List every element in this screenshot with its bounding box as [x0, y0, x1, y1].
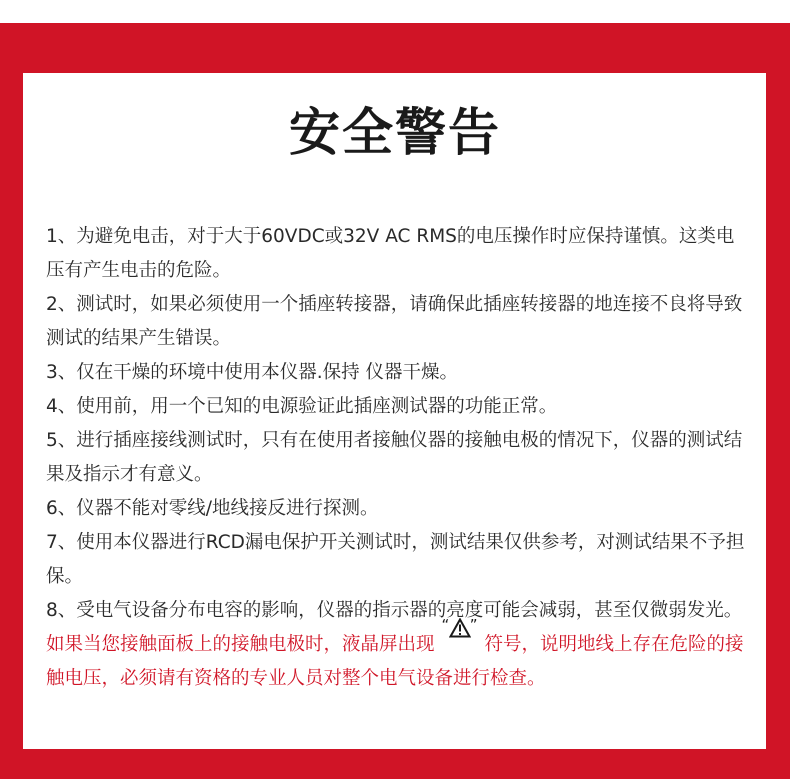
danger-note-after: 符号，说明地线上存在危险的接触电压，必须请有资格的专业人员对整个电气设备进行检查。	[46, 634, 744, 689]
warning-symbol	[441, 616, 478, 652]
list-item: 1、为避免电击，对于大于60VDC或32V AC RMS的电压操作时应保持谨慎。这类电压有产生电击的危险。	[46, 226, 735, 281]
list-item: 8、受电气设备分布电容的影响，仪器的指示器的亮度可能会减弱，甚至仅微弱发光。	[46, 600, 743, 621]
warning-list	[46, 220, 746, 696]
danger-note	[46, 616, 746, 696]
page-title: 安全警告	[288, 104, 501, 163]
danger-note-before: 如果当您接触面板上的接触电极时，液晶屏出现	[46, 634, 435, 655]
list-item: 2、测试时，如果必须使用一个插座转接器，请确保此插座转接器的地连接不良将导致测试的结果产生错误。	[46, 294, 743, 349]
list-item: 5、进行插座接线测试时，只有在使用者接触仪器的接触电极的情况下，仪器的测试结果及指示才有意义。	[46, 430, 743, 485]
list-item: 6、仪器不能对零线/地线接反进行探测。	[46, 498, 379, 519]
list-item: 7、使用本仪器进行RCD漏电保护开关测试时，测试结果仅供参考，对测试结果不予担保。	[46, 532, 745, 587]
warning-triangle-icon	[449, 618, 471, 638]
close-quote: ”	[469, 616, 478, 634]
open-quote: “	[441, 616, 450, 634]
list-item: 3、仅在干燥的环境中使用本仪器.保持 仪器干燥。	[46, 362, 459, 383]
list-item: 4、使用前，用一个已知的电源验证此插座测试器的功能正常。	[46, 396, 558, 417]
